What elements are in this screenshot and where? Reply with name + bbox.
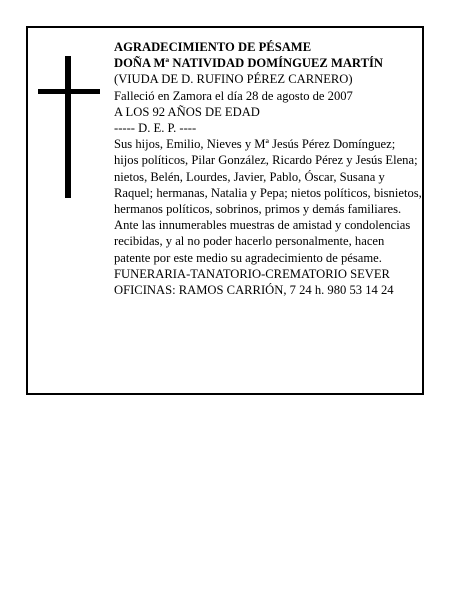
notice-text (114, 39, 422, 298)
cross-icon (38, 56, 100, 198)
cross-vertical-bar (65, 56, 71, 198)
obituary-notice (26, 26, 424, 395)
age: A LOS 92 AÑOS DE EDAD (114, 104, 260, 119)
widow-of: (VIUDA DE D. RUFINO PÉREZ CARNERO) (114, 72, 353, 87)
notice-heading: AGRADECIMIENTO DE PÉSAME (114, 40, 312, 54)
funeral-home: FUNERARIA-TANATORIO-CREMATORIO SEVER (114, 266, 390, 281)
rip-line: ----- D. E. P. ---- (114, 121, 197, 136)
thanks-paragraph: Ante las innumerables muestras de amistad y condolencias recibidas, y al no poder hacerlo personalmente, hacen patente por este medio su agradecimiento de pésame. (114, 218, 411, 265)
offices: OFICINAS: RAMOS CARRIÓN, 7 24 h. 980 53 14 24 (114, 283, 394, 298)
deceased-name: DOÑA Mª NATIVIDAD DOMÍNGUEZ MARTÍN (114, 56, 383, 71)
family-paragraph: Sus hijos, Emilio, Nieves y Mª Jesús Pérez Domínguez; hijos políticos, Pilar González, Ricardo Pérez y Jesús Elena; nietos, Belén, Lourdes, Javier, Pablo, Óscar, Susana y Raquel; hermanas, Natalia y Pepa; nietos políticos, bisnietos, hermanos políticos, sobrinos, primos y demás familiares. (114, 137, 422, 217)
cross-horizontal-bar (38, 89, 100, 94)
death-info: Falleció en Zamora el día 28 de agosto de 2007 (114, 88, 353, 103)
